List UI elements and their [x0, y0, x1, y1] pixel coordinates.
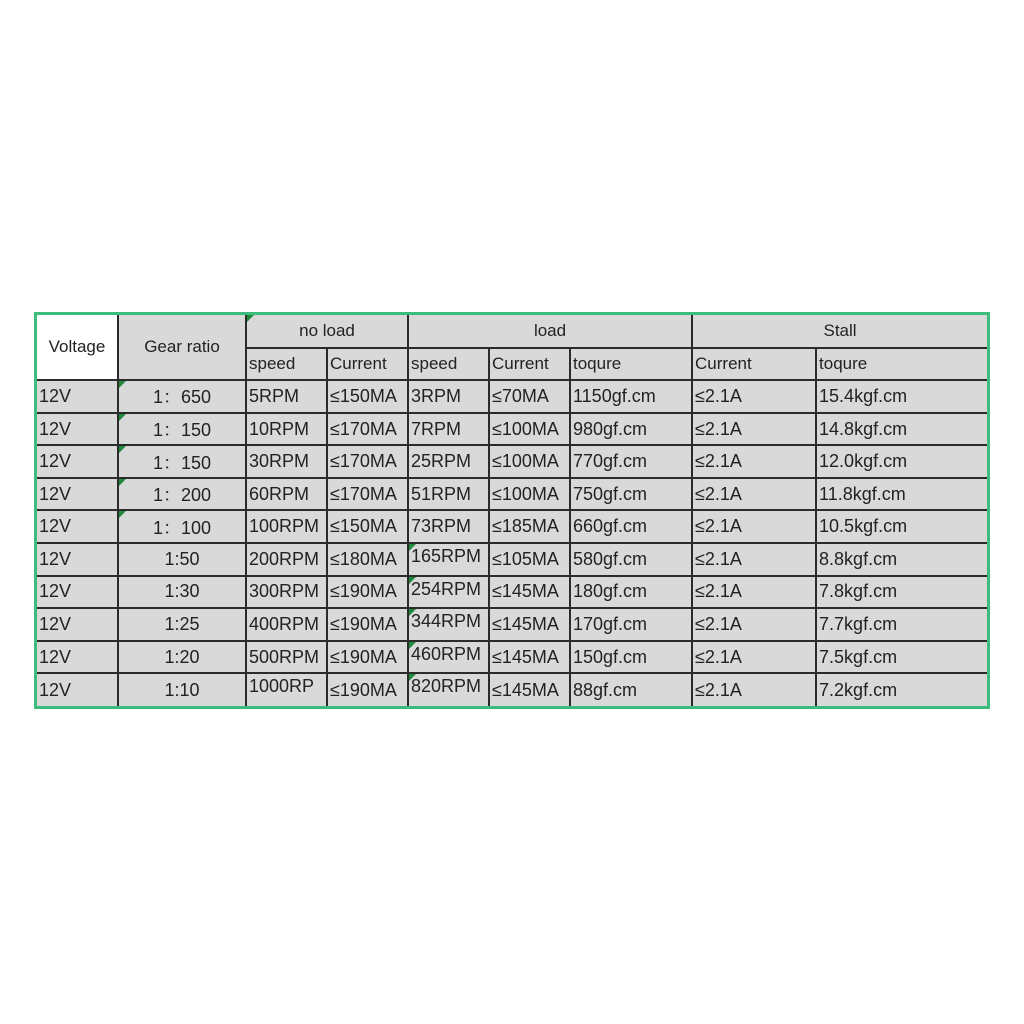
header-row-1: [37, 315, 987, 348]
cell-gear-ratio: 1:30: [118, 576, 246, 609]
header-load-torque: toqure: [570, 348, 692, 381]
cell-voltage: 12V: [37, 380, 118, 413]
table-row: [37, 608, 987, 641]
header-load-current: Current: [489, 348, 570, 381]
cell-load-torque: 980gf.cm: [570, 413, 692, 446]
cell-gear-ratio: 1：100: [118, 510, 246, 543]
cell-load-torque: 150gf.cm: [570, 641, 692, 674]
cell-no-load-current: ≤180MA: [327, 543, 408, 576]
cell-stall-current: ≤2.1A: [692, 576, 816, 609]
cell-gear-ratio: 1：150: [118, 413, 246, 446]
cell-load-current: ≤185MA: [489, 510, 570, 543]
cell-load-current: ≤100MA: [489, 445, 570, 478]
header-stall-torque: toqure: [816, 348, 987, 381]
cell-load-speed: 51RPM: [408, 478, 489, 511]
cell-load-speed: 254RPM: [408, 576, 489, 609]
cell-stall-torque: 10.5kgf.cm: [816, 510, 987, 543]
cell-load-speed: 460RPM: [408, 641, 489, 674]
cell-stall-torque: 7.5kgf.cm: [816, 641, 987, 674]
cell-stall-torque: 8.8kgf.cm: [816, 543, 987, 576]
cell-load-torque: 88gf.cm: [570, 673, 692, 706]
cell-gear-ratio: 1:25: [118, 608, 246, 641]
cell-load-torque: 580gf.cm: [570, 543, 692, 576]
cell-stall-current: ≤2.1A: [692, 608, 816, 641]
cell-stall-current: ≤2.1A: [692, 543, 816, 576]
motor-spec-table: [37, 315, 987, 706]
cell-load-current: ≤105MA: [489, 543, 570, 576]
cell-stall-torque: 7.2kgf.cm: [816, 673, 987, 706]
table-row: [37, 445, 987, 478]
cell-no-load-speed: 5RPM: [246, 380, 327, 413]
cell-load-current: ≤145MA: [489, 673, 570, 706]
cell-gear-ratio: 1：200: [118, 478, 246, 511]
header-voltage: Voltage: [37, 315, 118, 380]
cell-load-torque: 660gf.cm: [570, 510, 692, 543]
header-stall: Stall: [692, 315, 987, 348]
cell-voltage: 12V: [37, 478, 118, 511]
cell-voltage: 12V: [37, 543, 118, 576]
cell-load-speed: 3RPM: [408, 380, 489, 413]
cell-load-current: ≤145MA: [489, 576, 570, 609]
header-no-load-speed: speed: [246, 348, 327, 381]
cell-stall-current: ≤2.1A: [692, 413, 816, 446]
cell-stall-current: ≤2.1A: [692, 380, 816, 413]
cell-stall-torque: 12.0kgf.cm: [816, 445, 987, 478]
cell-no-load-speed: 30RPM: [246, 445, 327, 478]
table-row: [37, 673, 987, 706]
table-row: [37, 576, 987, 609]
cell-stall-torque: 15.4kgf.cm: [816, 380, 987, 413]
cell-no-load-speed: 10RPM: [246, 413, 327, 446]
cell-no-load-speed: 100RPM: [246, 510, 327, 543]
cell-voltage: 12V: [37, 510, 118, 543]
cell-load-current: ≤100MA: [489, 413, 570, 446]
header-load-speed: speed: [408, 348, 489, 381]
cell-no-load-current: ≤150MA: [327, 510, 408, 543]
cell-no-load-speed: 60RPM: [246, 478, 327, 511]
cell-voltage: 12V: [37, 576, 118, 609]
cell-gear-ratio: 1：150: [118, 445, 246, 478]
cell-load-torque: 1150gf.cm: [570, 380, 692, 413]
cell-load-current: ≤70MA: [489, 380, 570, 413]
cell-no-load-current: ≤170MA: [327, 445, 408, 478]
cell-gear-ratio: 1:50: [118, 543, 246, 576]
cell-load-torque: 180gf.cm: [570, 576, 692, 609]
table-row: [37, 413, 987, 446]
cell-load-speed: 820RPM: [408, 673, 489, 706]
cell-no-load-speed: 500RPM: [246, 641, 327, 674]
cell-load-torque: 170gf.cm: [570, 608, 692, 641]
cell-voltage: 12V: [37, 445, 118, 478]
header-no-load: no load: [246, 315, 408, 348]
cell-gear-ratio: 1:20: [118, 641, 246, 674]
cell-load-speed: 7RPM: [408, 413, 489, 446]
cell-stall-current: ≤2.1A: [692, 641, 816, 674]
cell-no-load-current: ≤170MA: [327, 478, 408, 511]
table-row: [37, 478, 987, 511]
cell-no-load-current: ≤190MA: [327, 673, 408, 706]
cell-stall-current: ≤2.1A: [692, 445, 816, 478]
cell-load-torque: 770gf.cm: [570, 445, 692, 478]
table-row: [37, 543, 987, 576]
cell-load-speed: 344RPM: [408, 608, 489, 641]
cell-stall-torque: 11.8kgf.cm: [816, 478, 987, 511]
cell-load-current: ≤100MA: [489, 478, 570, 511]
cell-load-speed: 73RPM: [408, 510, 489, 543]
table-row: [37, 380, 987, 413]
cell-stall-torque: 7.8kgf.cm: [816, 576, 987, 609]
cell-no-load-speed: 200RPM: [246, 543, 327, 576]
cell-stall-torque: 7.7kgf.cm: [816, 608, 987, 641]
cell-no-load-current: ≤150MA: [327, 380, 408, 413]
table-row: [37, 641, 987, 674]
cell-stall-current: ≤2.1A: [692, 478, 816, 511]
header-no-load-current: Current: [327, 348, 408, 381]
cell-load-current: ≤145MA: [489, 608, 570, 641]
cell-voltage: 12V: [37, 608, 118, 641]
cell-no-load-current: ≤190MA: [327, 641, 408, 674]
cell-no-load-speed: 300RPM: [246, 576, 327, 609]
cell-no-load-current: ≤170MA: [327, 413, 408, 446]
cell-stall-current: ≤2.1A: [692, 673, 816, 706]
cell-load-speed: 165RPM: [408, 543, 489, 576]
cell-stall-current: ≤2.1A: [692, 510, 816, 543]
cell-voltage: 12V: [37, 413, 118, 446]
cell-no-load-speed: 400RPM: [246, 608, 327, 641]
header-stall-current: Current: [692, 348, 816, 381]
header-load: load: [408, 315, 692, 348]
spec-table-frame: [34, 312, 990, 709]
cell-no-load-speed: 1000RP: [246, 673, 327, 706]
cell-voltage: 12V: [37, 641, 118, 674]
cell-voltage: 12V: [37, 673, 118, 706]
table-row: [37, 510, 987, 543]
cell-no-load-current: ≤190MA: [327, 608, 408, 641]
cell-gear-ratio: 1：650: [118, 380, 246, 413]
cell-load-torque: 750gf.cm: [570, 478, 692, 511]
cell-stall-torque: 14.8kgf.cm: [816, 413, 987, 446]
cell-load-current: ≤145MA: [489, 641, 570, 674]
header-gear-ratio: Gear ratio: [118, 315, 246, 380]
cell-no-load-current: ≤190MA: [327, 576, 408, 609]
cell-load-speed: 25RPM: [408, 445, 489, 478]
cell-gear-ratio: 1:10: [118, 673, 246, 706]
